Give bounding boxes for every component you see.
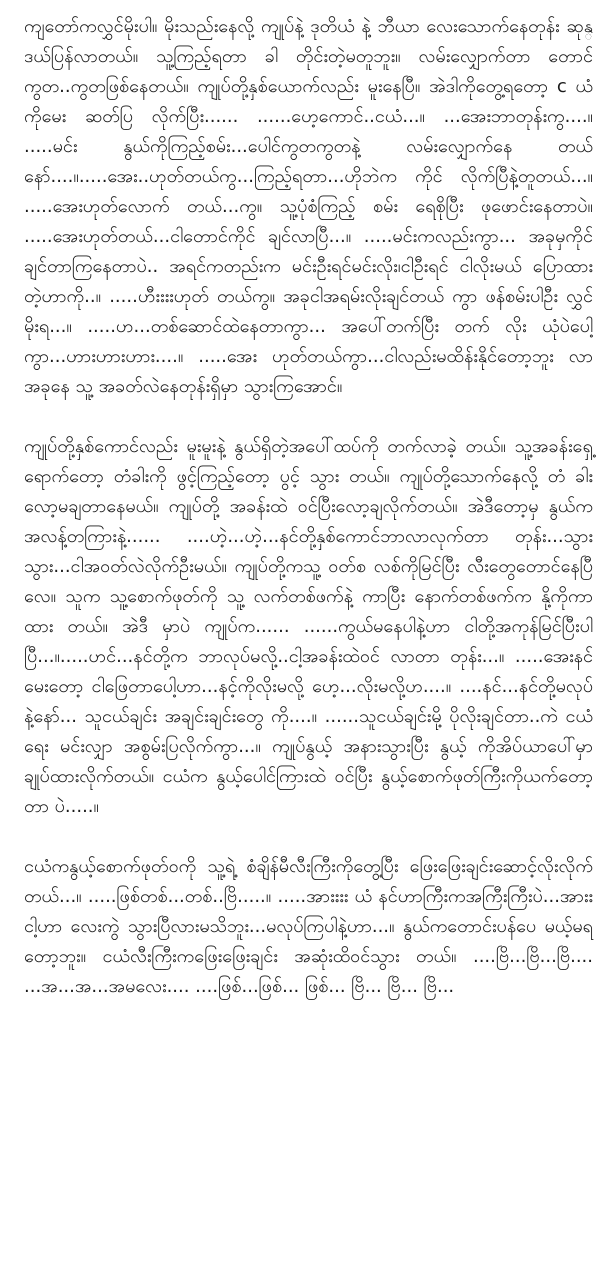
paragraph-3: ငယံကနွယ့်စောက်ဖုတ်ဝကို သူ့ရဲ့ စံချိန်မီလီးကြီးကိုတွေ့ပြီး ဖြေးဖြေးချင်းဆောင့်လိုးလိုက်တယ်...။ .....ဖြစ်တစ်...တစ်..ဗြိ.....။ .....အားးးး ယံ နင်ဟာကြီးကအကြီးကြီးပဲ...အားး ငါ့ဟာ လေးကွဲ သွားပြီလားမသိဘူး...မလုပ်ကြပါနဲ့ဟာ...။ နွယ်ကတောင်းပန်ပေ မယ့်မရတော့ဘူး။ ငယံလီးကြီးကဖြေးဖြေးချင်း အဆုံးထိဝင်သွား တယ်။ ....ဗြိ...ဗြိ...ဗြိ.... ...အ...အ...အမလေး.... ....ဖြစ်...ဖြစ်... ဖြစ်... ဗြိ... ဗြိ... ဗြိ...	[24, 856, 593, 997]
paragraph-1: ကျတော်ကလွှင်မိုးပါ။ မိုးသည်းနေလို့ ကျုပ်နဲ့ ဒုတိယံ နဲ့ ဘီယာ လေးသောက်နေတုန်း ဆုန္ဒယ်ပြန်လာတယ်။ သူ့ကြည့်ရတာ ခါ တိုင်းတဲ့မတူဘူး။ လမ်းလျှောက်တာ တောင် ကွတ..ကွတဖြစ်နေတယ်။ ကျုပ်တို့နှစ်ယောက်လည်း မူးနေပြီ။ အဲဒါကိုတွေ့ရတော့ c ယံကိုမေး ဆတ်ပြ လိုက်ပြီး...... ......ဟေ့ကောင်..ငယံ...။ ...အေးဘာတုန်းကွ....။ .....မင်း နွယ်ကိုကြည့်စမ်း...ပေါင်ကွတကွတနဲ့ လမ်းလျှောက်နေ တယ်နော်....။.....အေး..ဟုတ်တယ်ကွ...ကြည့်ရတာ...ဟိုဘဲက ကိုင် လိုက်ပြီနဲ့တူတယ်...။ .....အေးဟုတ်လောက် တယ်...ကွ။ သူ့ပုံစံကြည့် စမ်း ရေစိုပြီး ဖုဖောင်းနေတာပဲ။ .....အေးဟုတ်တယ်...ငါတောင်ကိုင် ချင်လာပြီ...။ .....မင်းကလည်းကွာ... အခုမှကိုင်ချင်တာကြနေတာပဲ.. အရင်ကတည်းက မင်းဦးရင်မင်းလိုး၊ငါဦးရင် ငါလိုးမယ် ပြောထား တဲ့ဟာကို..။ .....ဟီးးးးဟုတ် တယ်ကွ။ အခုငါအရမ်းလိုးချင်တယ် ကွာ ဖန်စမ်းပါဦး လွှင်မိုးရ...။ .....ဟ...တစ်ဆောင်ထဲနေတာကွာ... အပေါ်တက်ပြီး တက် လိုး ယုံပဲပေါ့ကွာ...ဟားဟားဟား....။ .....အေး ဟုတ်တယ်ကွာ...ငါလည်းမထိန်းနိုင်တော့ဘူး လာအခုနေ သူ့ အခတ်လဲနေတုန်းရှိမှာ သွားကြအောင်။	[24, 16, 593, 397]
paragraph-2: ကျုပ်တို့နှစ်ကောင်လည်း မူးမူးနဲ့ နွယ်ရှိတဲ့အပေါ်ထပ်ကို တက်လာခဲ့ တယ်။ သူ့အခန်းရှေ့ရောက်တော့ တံခါးကို ဖွင့်ကြည့်တော့ ပွင့် သွား တယ်။ ကျုပ်တို့သောက်နေလို့ တံ ခါးလော့မချတာနေမယ်။ ကျုပ်တို့ အခန်းထဲ ဝင်ပြီးလော့ချလိုက်တယ်။ အဲဒီတော့မှ နွယ်က အလန့်တကြားနဲ့...... ....ဟဲ့...ဟဲ့...နင်တို့နှစ်ကောင်ဘာလာလုက်တာ တုန်း...သွားသွား...ငါအဝတ်လဲလိုက်ဦးမယ်။ ကျုပ်တို့ကသူ့ ဝတ်စ လစ်ကိုမြင်ပြီး လီးတွေတောင်နေပြီလေ။ သူက သူ့စောက်ဖုတ်ကို သူ့ လက်တစ်ဖက်နဲ့ ကာပြီး နောက်တစ်ဖက်က နို့ကိုကာထား တယ်။ အဲဒီ မှာပဲ ကျုပ်က...... ......ကွယ်မနေပါနဲ့ဟာ ငါတို့အကုန်မြင်ပြီးပါ ပြီ...။.....ဟင်...နင်တို့က ဘာလုပ်မလို့..ငါ့အခန်းထဲဝင် လာတာ တုန်း...။ .....အေးနင်မေးတော့ ငါဖြေတာပေါ့ဟာ...နင့်ကိုလိုးမလို့ ဟေ့...လိုးမလို့ဟ....။ ....နင်...နင်တို့မလုပ်နဲ့နော်... သူငယ်ချင်း အချင်းချင်းတွေ ကို....။ ......သူငယ်ချင်းမို့ ပိုလိုးချင်တာ..ကဲ ငယံ ရေး မင်းလျှာ အစွမ်းပြလိုက်ကွာ...။ ကျုပ်နွယ့် အနားသွားပြီး နွယ့် ကိုအိပ်ယာပေါ်မှာ ချုပ်ထားလိုက်တယ်။ ငယံက နွယ့်ပေါင်ကြားထဲ ဝင်ပြီး နွယ့်စောက်ဖုတ်ကြီးကိုယက်တော့တာ ပဲ.....။	[24, 436, 593, 817]
